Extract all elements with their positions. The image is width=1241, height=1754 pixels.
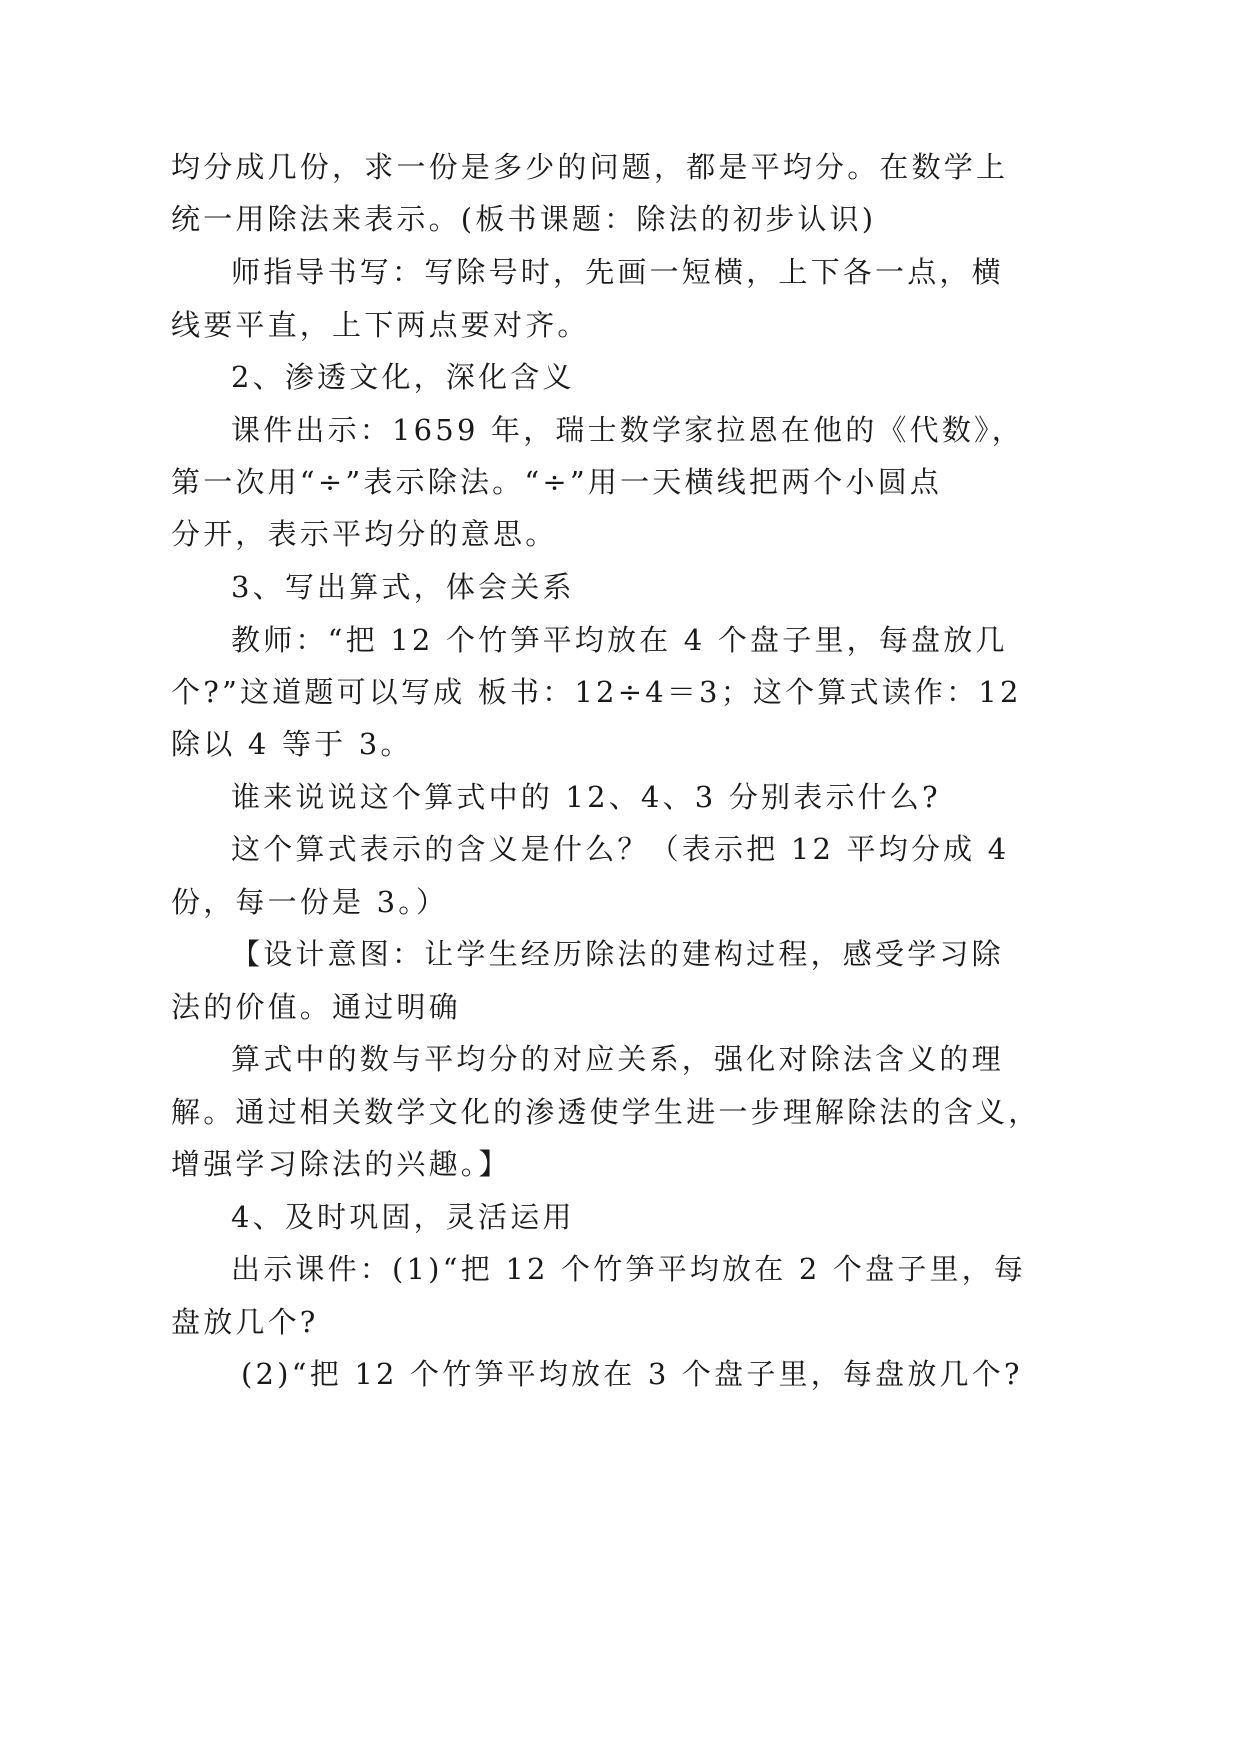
text-line: 出示课件：(1)“把 12 个竹笋平均放在 2 个盘子里，每 — [231, 1252, 1027, 1286]
text-line: 课件出示：1659 年，瑞士数学家拉恩在他的《代数》， — [231, 413, 1024, 447]
text-line: 增强学习除法的兴趣。】 — [171, 1147, 511, 1181]
section-heading: 2、渗透文化，深化含义 — [231, 360, 575, 394]
text-line: 均分成几份，求一份是多少的问题，都是平均分。在数学上 — [171, 150, 1009, 184]
text-line: 教师：“把 12 个竹笋平均放在 4 个盘子里，每盘放几 — [231, 623, 1008, 657]
text-line: 除以 4 等于 3。 — [171, 727, 413, 761]
text-line: 盘放几个? — [171, 1305, 319, 1339]
section-heading: 3、写出算式，体会关系 — [231, 570, 575, 604]
text-line: 解。通过相关数学文化的渗透使学生进一步理解除法的含义， — [171, 1095, 1041, 1129]
text-line: 谁来说说这个算式中的 12、4、3 分别表示什么? — [231, 780, 941, 814]
text-line: 统一用除法来表示。(板书课题：除法的初步认识) — [171, 202, 877, 236]
text-line: 法的价值。通过明确 — [171, 990, 461, 1024]
text-line: 份，每一份是 3。） — [171, 885, 449, 919]
text-line: (2)“把 12 个竹笋平均放在 3 个盘子里，每盘放几个? — [241, 1357, 1023, 1391]
text-line: 线要平直，上下两点要对齐。 — [171, 308, 590, 342]
text-line: 这个算式表示的含义是什么？（表示把 12 平均分成 4 — [231, 832, 1010, 866]
text-line: 算式中的数与平均分的对应关系，强化对除法含义的理 — [231, 1042, 1004, 1076]
text-line: 【设计意图：让学生经历除法的建构过程，感受学习除 — [231, 937, 1004, 971]
text-line: 师指导书写：写除号时，先画一短横，上下各一点，横 — [231, 255, 1004, 289]
text-line: 第一次用“÷”表示除法。“÷”用一天横线把两个小圆点 — [171, 465, 943, 499]
section-heading: 4、及时巩固，灵活运用 — [231, 1200, 575, 1234]
text-line: 分开，表示平均分的意思。 — [171, 517, 558, 551]
text-line: 个?”这道题可以写成 板书：12÷4＝3；这个算式读作：12 — [171, 675, 1022, 709]
